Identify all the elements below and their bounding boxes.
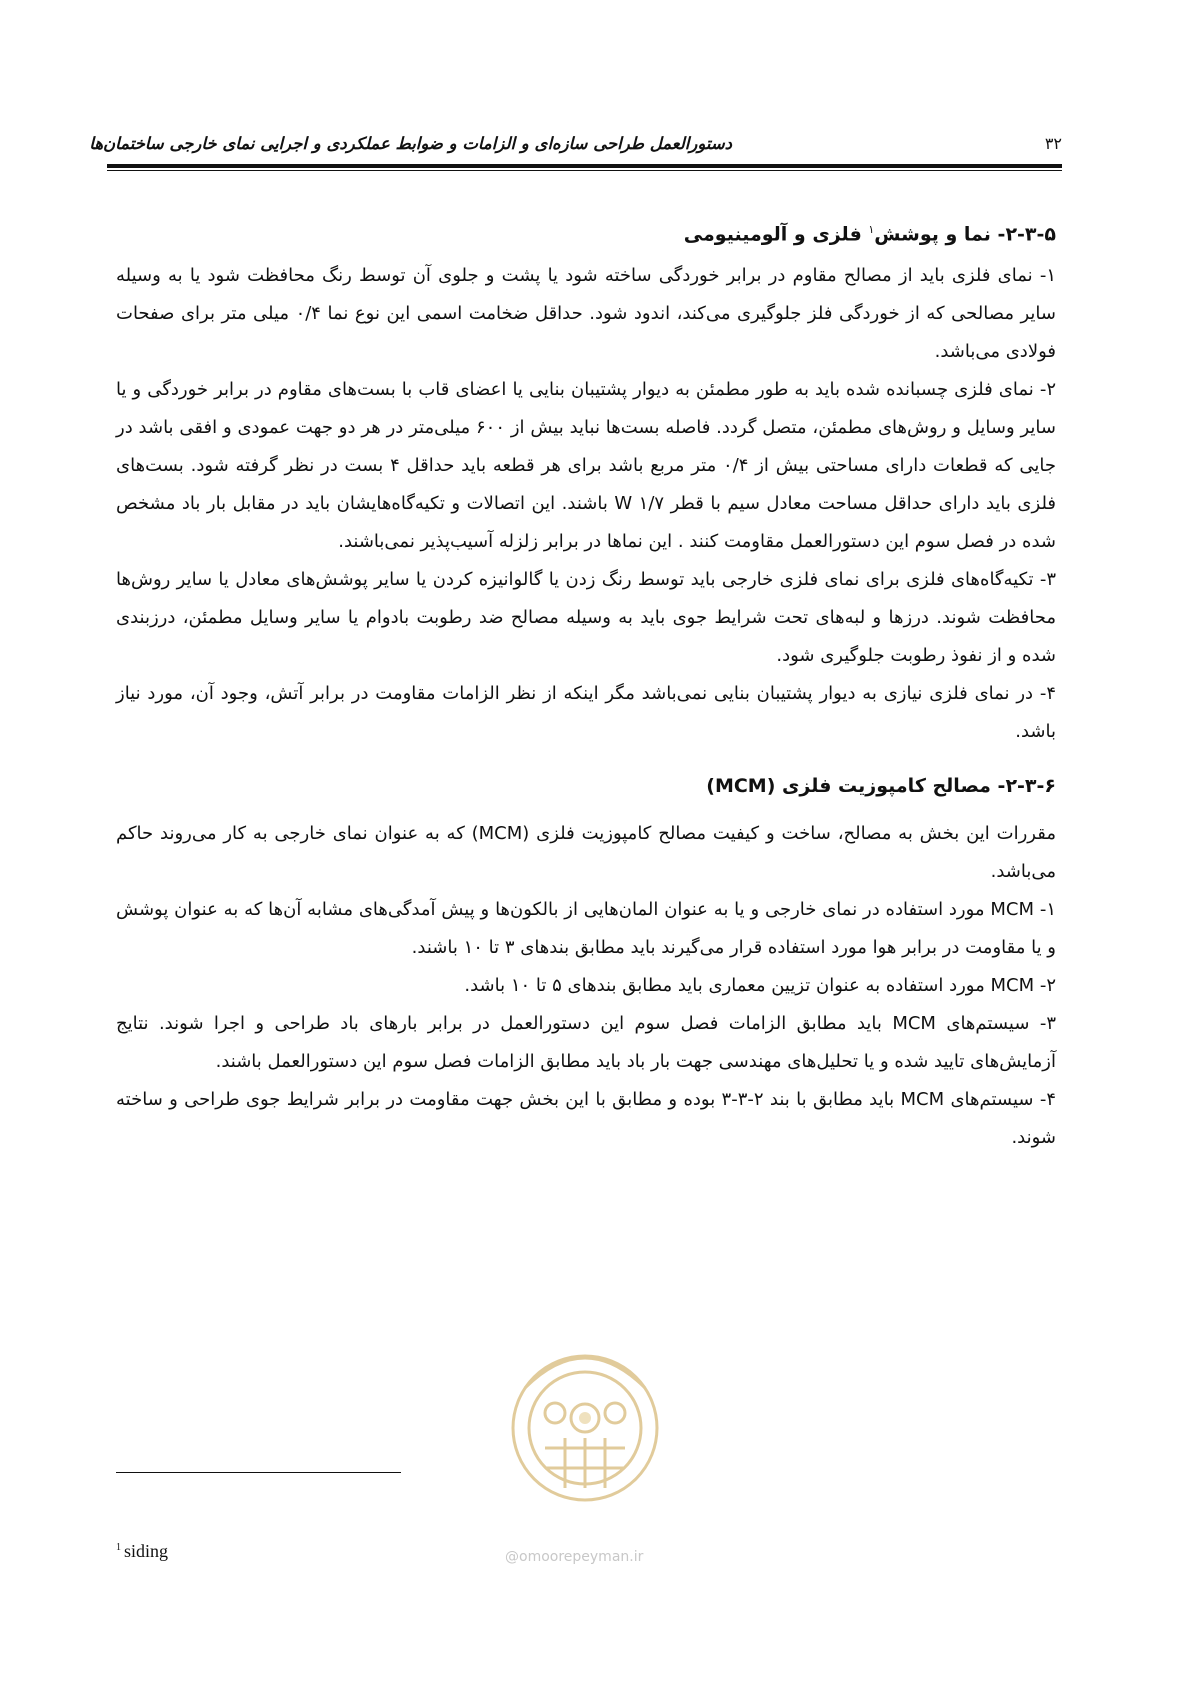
omoorepeyman-seal-icon [485, 1318, 685, 1528]
paragraph: ۴- در نمای فلزی نیازی به دیوار پشتیبان بنایی نمی‌باشد مگر اینکه از نظر الزامات مقاومت در برابر آتش، وجود آن، مورد نیاز باشد. [116, 683, 1056, 743]
watermark-url: @omoorepeyman.ir [505, 1549, 644, 1565]
header-rule-thick [107, 164, 1062, 168]
paragraph: ۴- سیستم‌های MCM باید مطابق با بند ۲-۳-۳ بوده و مطابق با این بخش جهت مقاومت در برابر شرایط جوی طراحی و ساخته شوند. [116, 1089, 1057, 1149]
footnote-separator [116, 1472, 401, 1473]
paragraph: ۳- سیستم‌های MCM باید مطابق الزامات فصل سوم این دستورالعمل در برابر بارهای باد طراحی و اجرا شوند. نتایج آزمایش‌های تایید شده و یا تحلیل‌های مهندسی جهت بار باد باید مطابق الزامات فصل سوم این دستورالعمل باشند. [116, 1013, 1056, 1073]
heading-text: ۲-۳-۵- نما و پوشش [874, 223, 1056, 246]
paragraph: ۱- MCM مورد استفاده در نمای خارجی و یا به عنوان المان‌هایی از بالکون‌ها و پیش آمدگی‌های مشابه آن‌ها که به عنوان پوشش و یا مقاومت در برابر هوا مورد استفاده قرار می‌گیرند باید مطابق بندهای ۳ تا ۱۰ باشند. [116, 899, 1056, 959]
footnote-number: 1 [116, 1542, 121, 1553]
paragraph: ۲- نمای فلزی چسبانده شده باید به طور مطمئن به دیوار پشتیبان بنایی یا اعضای قاب با بست‌های مقاوم در برابر خوردگی و یا سایر وسایل و روش‌های مطمئن، متصل گردد. فاصله بست‌ها نباید بیش از ۶۰۰ میلی‌متر در هر دو جهت عمودی و افقی باشد در جایی که قطعات دارای مساحتی بیش از ۰/۴ متر مربع باشد برای هر قطعه باید حداقل ۴ بست در نظر گرفته شود. بست‌های فلزی باید دارای حداقل مساحت معادل سیم با قطر W ۱/۷ باشند. این اتصالات و تکیه‌گاه‌هایشان باید در مقابل بار باد مشخص شده در فصل سوم این دستورالعمل مقاومت کنند . این نماها در برابر زلزله آسیب‌پذیر نمی‌باشند. [116, 379, 1057, 553]
paragraph: ۳- تکیه‌گاه‌های فلزی برای نمای فلزی خارجی باید توسط رنگ زدن یا گالوانیزه کردن یا سایر پوشش‌های معادل یا سایر روش‌ها محافظت شوند. درزها و لبه‌های تحت شرایط جوی باید به وسیله مصالح ضد رطوبت بادوام یا سایر وسایل مطمئن، درزبندی شده و از نفوذ رطوبت جلوگیری شود. [116, 569, 1056, 667]
footnote-text: siding [124, 1541, 169, 1561]
paragraph: مقررات این بخش به مصالح، ساخت و کیفیت مصالح کامپوزیت فلزی (MCM) که به عنوان نمای خارجی به کار می‌روند حاکم می‌باشد. [116, 823, 1056, 883]
page-number: ۳۲ [1044, 134, 1062, 153]
footnote [116, 1541, 168, 1562]
running-header [89, 128, 1062, 158]
heading-tail: فلزی و آلومینیومی [683, 223, 869, 246]
section-heading-mcm: ۲-۳-۶- مصالح کامپوزیت فلزی (MCM) [706, 775, 1056, 798]
footnote-ref[interactable]: ۱ [868, 223, 875, 236]
section-heading-metal-cladding [116, 211, 1056, 253]
header-rule-thin [107, 170, 1062, 171]
body-content [116, 211, 1056, 1157]
header-title: دستورالعمل طراحی سازه‌ای و الزامات و ضوابط عملکردی و اجرایی نمای خارجی ساختمان‌ها [89, 134, 732, 153]
paragraph: ۲- MCM مورد استفاده به عنوان تزیین معماری باید مطابق بندهای ۵ تا ۱۰ باشد. [464, 975, 1056, 997]
paragraph: ۱- نمای فلزی باید از مصالح مقاوم در برابر خوردگی ساخته شود یا پشت و جلوی آن توسط رنگ محافظت شود یا به وسیله سایر مصالحی که از خوردگی فلز جلوگیری می‌کند، اندود شود. حداقل ضخامت اسمی این نوع نما ۰/۴ میلی متر برای صفحات فولادی می‌باشد. [116, 265, 1056, 363]
